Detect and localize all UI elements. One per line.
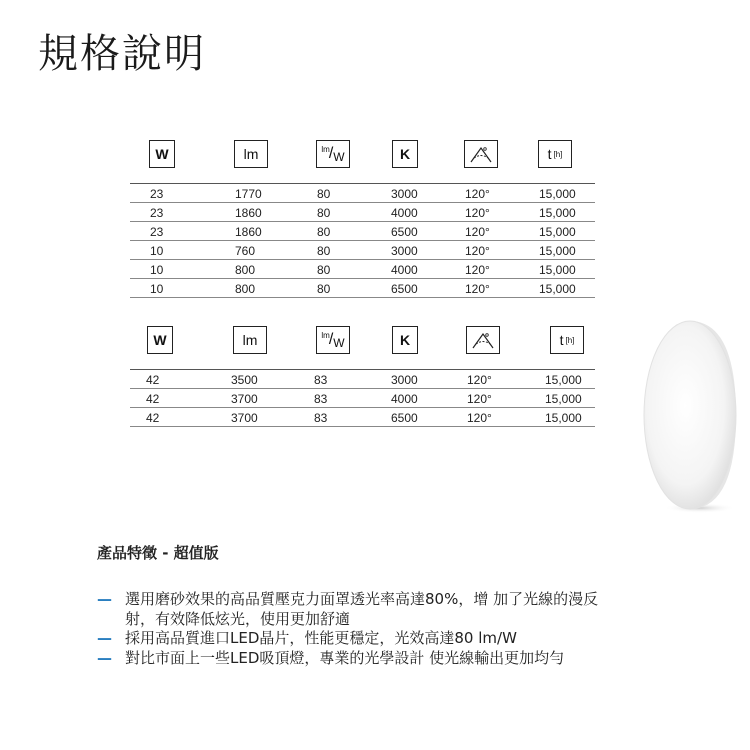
- list-item: [97, 649, 627, 669]
- table-cell: 15,000: [545, 373, 582, 387]
- table-cell: 10: [150, 282, 164, 296]
- beam-angle-icon: [466, 326, 500, 354]
- table-cell: 23: [150, 187, 164, 201]
- table-cell: 80: [317, 244, 331, 258]
- table-cell: 3700: [231, 392, 258, 406]
- table-cell: 120°: [465, 282, 490, 296]
- table-cell: 4000: [391, 392, 418, 406]
- lifetime-icon: t [h]: [550, 326, 584, 354]
- spec-table-1: [130, 140, 595, 298]
- features-title: 產品特徵 - 超值版: [97, 544, 219, 562]
- table-cell: 120°: [467, 392, 492, 406]
- table-cell: 80: [317, 263, 331, 277]
- table-cell: 1860: [235, 225, 262, 239]
- table-cell: 6500: [391, 282, 418, 296]
- table-cell: 120°: [465, 225, 490, 239]
- spec-rows-1: [130, 183, 595, 298]
- table-cell: 3000: [391, 373, 418, 387]
- kelvin-icon: K: [392, 326, 418, 354]
- table-cell: 4000: [391, 263, 418, 277]
- lumen-icon: lm: [233, 326, 267, 354]
- table-cell: 15,000: [539, 225, 576, 239]
- table-cell: 83: [314, 373, 328, 387]
- table-cell: 80: [317, 282, 331, 296]
- bullet-dash: —: [97, 648, 112, 667]
- table-cell: 3500: [231, 373, 258, 387]
- table-cell: 15,000: [539, 206, 576, 220]
- table-cell: 800: [235, 282, 256, 296]
- table-cell: 15,000: [539, 282, 576, 296]
- feature-text: 採用高品質進口LED晶片，性能更穩定，光效高達80 lm/W: [125, 629, 517, 647]
- product-image: [638, 315, 738, 515]
- table-cell: 42: [146, 392, 160, 406]
- table-cell: 42: [146, 373, 160, 387]
- table-cell: 3000: [391, 244, 418, 258]
- table-row: [130, 370, 595, 389]
- table-cell: 15,000: [539, 263, 576, 277]
- spec-table-2: [130, 326, 595, 427]
- list-item: [97, 629, 627, 649]
- feature-list: [97, 590, 627, 668]
- table-cell: 4000: [391, 206, 418, 220]
- table-cell: 23: [150, 206, 164, 220]
- watt-icon: W: [147, 326, 173, 354]
- table-cell: 15,000: [545, 392, 582, 406]
- table-cell: 3700: [231, 411, 258, 425]
- table-row: [130, 222, 595, 241]
- spec-icon-header: [130, 140, 595, 174]
- table-cell: 80: [317, 187, 331, 201]
- table-row: [130, 408, 595, 427]
- table-cell: 15,000: [539, 187, 576, 201]
- bullet-dash: —: [97, 629, 112, 647]
- efficacy-icon: lm / W: [316, 140, 350, 168]
- table-row: [130, 184, 595, 203]
- table-cell: 6500: [391, 225, 418, 239]
- table-cell: 120°: [467, 373, 492, 387]
- table-cell: 120°: [467, 411, 492, 425]
- table-cell: 120°: [465, 244, 490, 258]
- feature-text: 對比市面上一些LED吸頂燈，專業的光學設計 使光線輸出更加均勻: [125, 648, 565, 667]
- table-cell: 80: [317, 206, 331, 220]
- table-row: [130, 260, 595, 279]
- spec-icon-header: [130, 326, 595, 360]
- table-cell: 3000: [391, 187, 418, 201]
- table-row: [130, 389, 595, 408]
- table-cell: 15,000: [539, 244, 576, 258]
- page-title: 規格說明: [38, 31, 206, 77]
- table-cell: 760: [235, 244, 256, 258]
- efficacy-icon: lm / W: [316, 326, 350, 354]
- lifetime-icon: t [h]: [538, 140, 572, 168]
- table-cell: 800: [235, 263, 256, 277]
- table-cell: 23: [150, 225, 164, 239]
- bullet-dash: —: [97, 590, 112, 608]
- table-cell: 6500: [391, 411, 418, 425]
- table-cell: 120°: [465, 263, 490, 277]
- table-cell: 120°: [465, 206, 490, 220]
- table-cell: 80: [317, 225, 331, 239]
- table-row: [130, 279, 595, 298]
- lumen-icon: lm: [234, 140, 268, 168]
- table-cell: 15,000: [545, 411, 582, 425]
- table-cell: 1860: [235, 206, 262, 220]
- table-cell: 10: [150, 244, 164, 258]
- kelvin-icon: K: [392, 140, 418, 168]
- table-cell: 83: [314, 392, 328, 406]
- table-row: [130, 241, 595, 260]
- table-cell: 42: [146, 411, 160, 425]
- beam-angle-icon: [464, 140, 498, 168]
- list-item: [97, 590, 627, 629]
- feature-text: 選用磨砂效果的高品質壓克力面罩透光率高達80%，增 加了光線的漫反射，有效降低炫光，使用更加舒適: [125, 590, 599, 628]
- table-cell: 10: [150, 263, 164, 277]
- table-cell: 1770: [235, 187, 262, 201]
- spec-rows-2: [130, 369, 595, 427]
- table-cell: 83: [314, 411, 328, 425]
- table-cell: 120°: [465, 187, 490, 201]
- table-row: [130, 203, 595, 222]
- watt-icon: W: [149, 140, 175, 168]
